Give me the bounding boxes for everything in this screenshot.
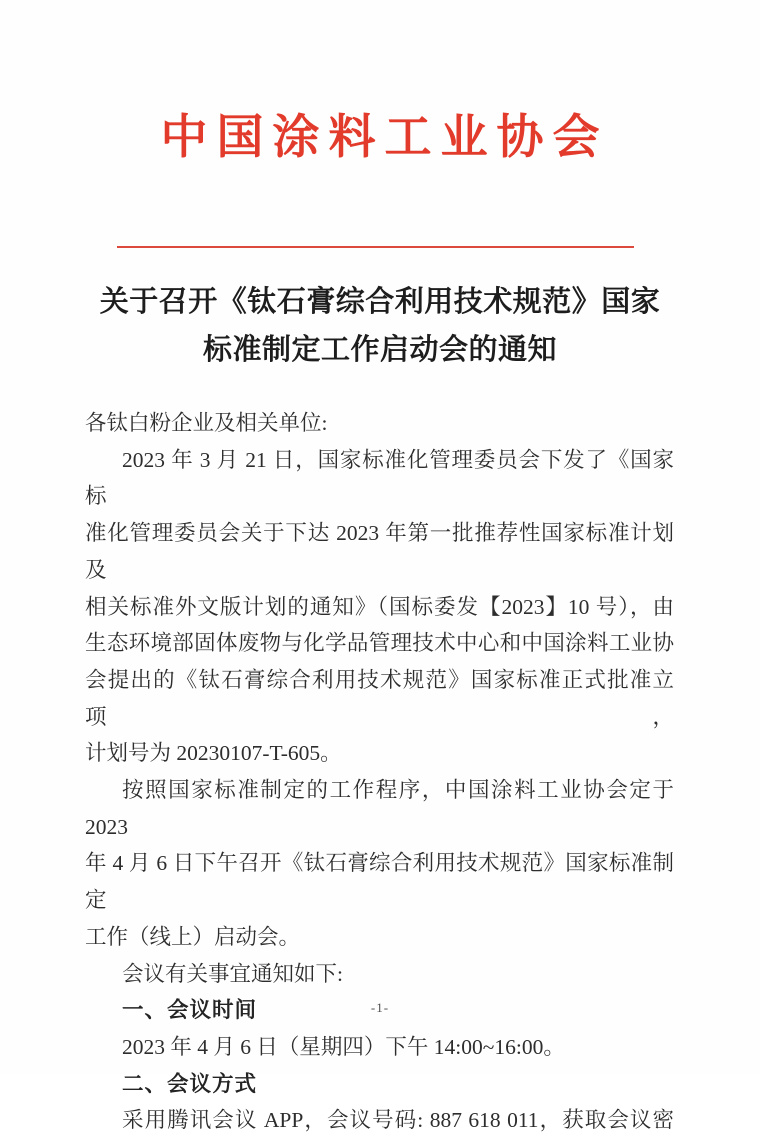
document-body	[85, 405, 674, 1139]
letterhead-title: 中国涂料工业协会	[160, 112, 609, 164]
page-number: -1-	[370, 1000, 390, 1015]
document-title-line2: 标准制定工作启动会的通知	[202, 334, 557, 366]
body-line: 准化管理委员会关于下达 2023 年第一批推荐性国家标准计划及	[85, 521, 674, 582]
section-heading: 二、会议方式	[122, 1071, 258, 1096]
body-line: 会议有关事宜通知如下:	[122, 961, 343, 986]
document-title-line1: 关于召开《钛石膏综合利用技术规范》国家	[99, 286, 661, 318]
body-line: 工作（线上）启动会。	[85, 924, 301, 949]
body-line: 年 4 月 6 日下午召开《钛石膏综合利用技术规范》国家标准制定	[85, 851, 674, 913]
section-heading: 一、会议时间	[122, 998, 258, 1023]
body-line: 2023 年 4 月 6 日（星期四）下午 14:00~16:00。	[122, 1034, 565, 1059]
body-line: 各钛白粉企业及相关单位:	[85, 411, 328, 435]
body-line: 采用腾讯会议 APP，会议号码: 887 618 011，获取会议密	[122, 1108, 674, 1133]
body-line: 计划号为 20230107-T-605。	[85, 741, 342, 766]
letterhead-divider-line	[117, 246, 634, 248]
body-line: 生态环境部固体废物与化学品管理技术中心和中国涂料工业协	[85, 631, 674, 656]
body-line: 按照国家标准制定的工作程序，中国涂料工业协会定于2023	[85, 778, 674, 839]
document-title	[60, 278, 700, 374]
body-line: 会提出的《钛石膏综合利用技术规范》国家标准正式批准立项，	[85, 667, 674, 729]
body-line: 2023 年 3 月 21 日，国家标准化管理委员会下发了《国家标	[85, 447, 674, 509]
body-line: 相关标准外文版计划的通知》（国标委发【2023】10 号），由	[85, 594, 674, 619]
